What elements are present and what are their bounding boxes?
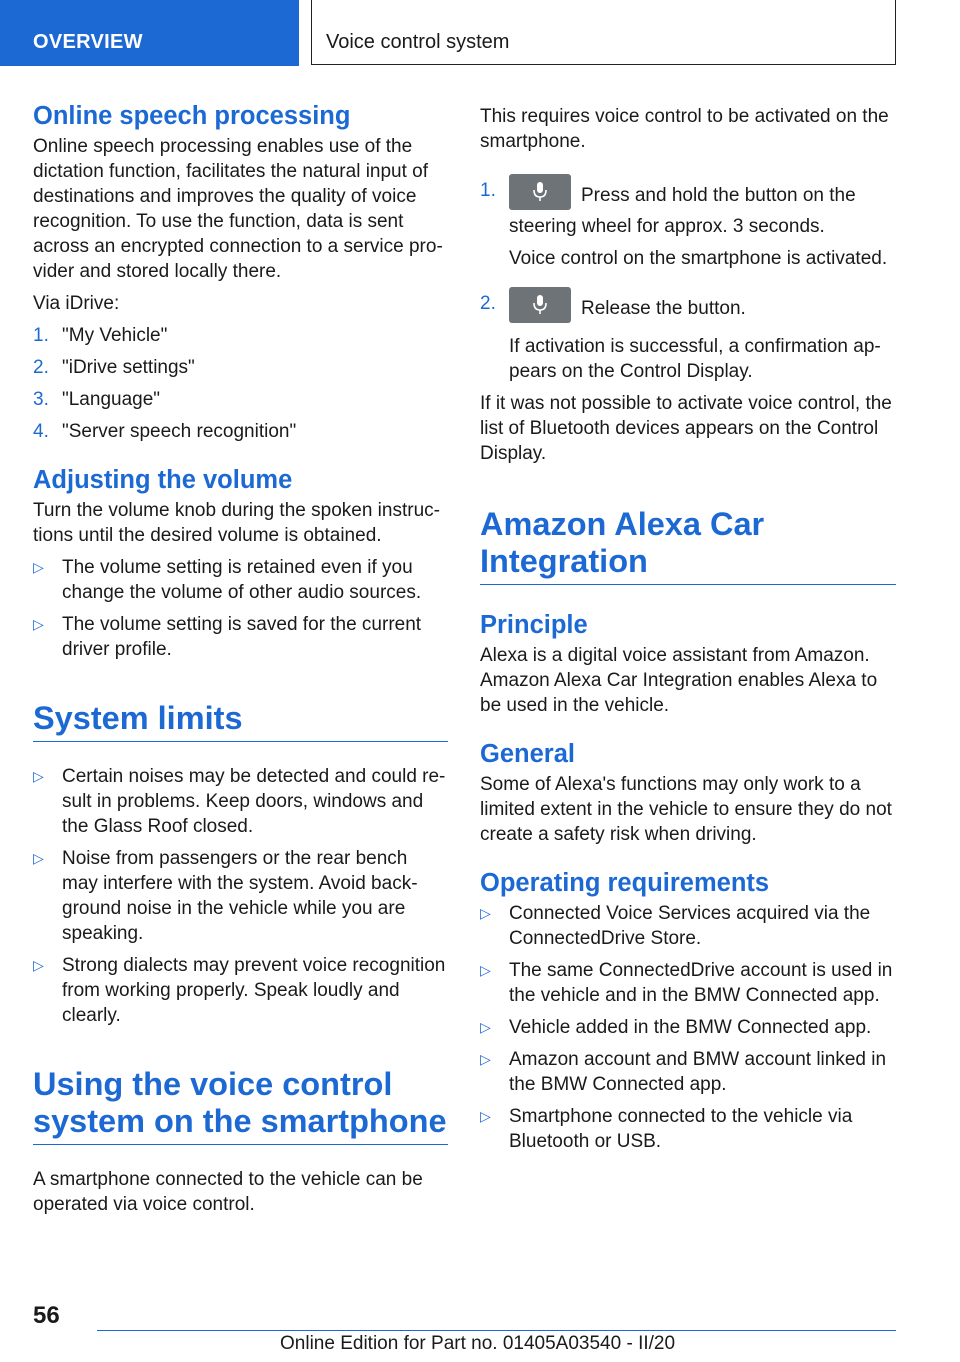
step-text: "Server speech recognition" [62, 421, 297, 442]
triangle-bullet-icon: ▷ [33, 559, 44, 575]
step-number: 3. [33, 389, 49, 410]
list-item: ▷ Noise from passengers or the rear bench may interfere with the system. Avoid back‐ground noise in the vehicle while you are speaking. [33, 848, 418, 944]
smartphone-paragraph: A smartphone connected to the vehicle can be operated via voice control. [33, 1169, 423, 1215]
microphone-icon [532, 294, 548, 316]
list-item: ▷ Connected Voice Services acquired via the ConnectedDrive Store. [480, 903, 871, 949]
online-speech-heading: Online speech processing [33, 102, 351, 130]
operating-requirements-heading: Operating requirements [480, 869, 770, 897]
list-item [33, 419, 448, 444]
step-result: Voice control on the smartphone is activated. [509, 248, 888, 269]
triangle-bullet-icon: ▷ [33, 616, 44, 632]
volume-paragraph: Turn the volume knob during the spoken instruc‐tions until the desired volume is obtained. [33, 500, 440, 546]
triangle-bullet-icon: ▷ [33, 957, 44, 973]
list-item [33, 387, 448, 412]
list-item: ▷ The same ConnectedDrive account is used in the vehicle and in the BMW Connected app. [480, 960, 893, 1006]
page-header [0, 0, 960, 66]
triangle-bullet-icon: ▷ [480, 962, 491, 978]
list-item: ▷ Smartphone connected to the vehicle via Bluetooth or USB. [480, 1106, 853, 1152]
step-text: Release the button. [581, 298, 746, 320]
edition-label: Online Edition for Part no. 01405A03540 - II/20 [280, 1333, 676, 1354]
list-item [33, 355, 448, 380]
step-number: 1. [480, 180, 496, 201]
steering-wheel-voice-button [509, 287, 571, 323]
chapter-title: Voice control system [311, 0, 896, 65]
list-item [480, 172, 896, 271]
idrive-steps-list [33, 323, 448, 444]
volume-bullets [33, 555, 448, 662]
triangle-bullet-icon: ▷ [480, 1019, 491, 1035]
limits-bullets [33, 764, 448, 1028]
steering-wheel-voice-button [509, 174, 571, 210]
requires-paragraph: This requires voice control to be activated on the smartphone. [480, 106, 889, 152]
smartphone-voice-heading: Using the voice control system on the smartphone [33, 1066, 448, 1145]
smartphone-steps-list [480, 172, 896, 384]
via-idrive-label: Via iDrive: [33, 293, 120, 314]
step-text: "My Vehicle" [62, 325, 168, 346]
requirements-bullets [480, 901, 896, 1154]
step-number: 2. [33, 357, 49, 378]
list-item: ▷ The volume setting is saved for the current driver profile. [33, 614, 422, 660]
step-result: If activation is successful, a confirmation ap‐pears on the Control Display. [509, 336, 881, 382]
list-item: ▷ The volume setting is retained even if you change the volume of other audio sources. [33, 557, 422, 603]
triangle-bullet-icon: ▷ [480, 1051, 491, 1067]
alexa-heading: Amazon Alexa Car Integration [480, 506, 896, 585]
left-column [33, 100, 448, 1224]
volume-heading: Adjusting the volume [33, 466, 293, 494]
step-number: 2. [480, 293, 496, 314]
footer-divider [97, 1330, 896, 1331]
triangle-bullet-icon: ▷ [480, 1108, 491, 1124]
microphone-icon [532, 181, 548, 203]
online-speech-paragraph: Online speech processing enables use of the dictation function, facilitates the natural input of destinations and improves the quality of voice recognition. To use the function, data is sent across an encrypted connection to a service pro‐vider and stored locally there. [33, 136, 443, 282]
general-paragraph: Some of Alexa's functions may only work to a limited extent in the vehicle to ensure they do not create a safety risk when driving. [480, 774, 892, 845]
triangle-bullet-icon: ▷ [480, 905, 491, 921]
step-number: 4. [33, 421, 49, 442]
principle-heading: Principle [480, 611, 588, 639]
general-heading: General [480, 740, 575, 768]
step-number: 1. [33, 325, 49, 346]
list-item: ▷ Strong dialects may prevent voice recognition from working properly. Speak loudly and clearly. [33, 955, 446, 1026]
list-item: ▷ Vehicle added in the BMW Connected app. [480, 1017, 872, 1038]
list-item: ▷ Amazon account and BMW account linked in the BMW Connected app. [480, 1049, 887, 1095]
triangle-bullet-icon: ▷ [33, 850, 44, 866]
list-item [480, 285, 896, 384]
step-text: "iDrive settings" [62, 357, 195, 378]
fail-paragraph: If it was not possible to activate voice control, the list of Bluetooth devices appears on the Control Display. [480, 393, 892, 464]
section-tab: OVERVIEW [0, 0, 299, 66]
list-item: ▷ Certain noises may be detected and could re‐sult in problems. Keep doors, windows and the Glass Roof closed. [33, 766, 446, 837]
triangle-bullet-icon: ▷ [33, 768, 44, 784]
step-text: "Language" [62, 389, 161, 410]
principle-paragraph: Alexa is a digital voice assistant from Amazon. Amazon Alexa Car Integration enables Alexa to be used in the vehicle. [480, 645, 878, 716]
step-text: Press and hold the button on the steering wheel for approx. 3 seconds. [509, 185, 856, 237]
system-limits-heading: System limits [33, 700, 448, 742]
page-number: 56 [33, 1302, 60, 1329]
list-item [33, 323, 448, 348]
right-column [480, 104, 896, 1161]
